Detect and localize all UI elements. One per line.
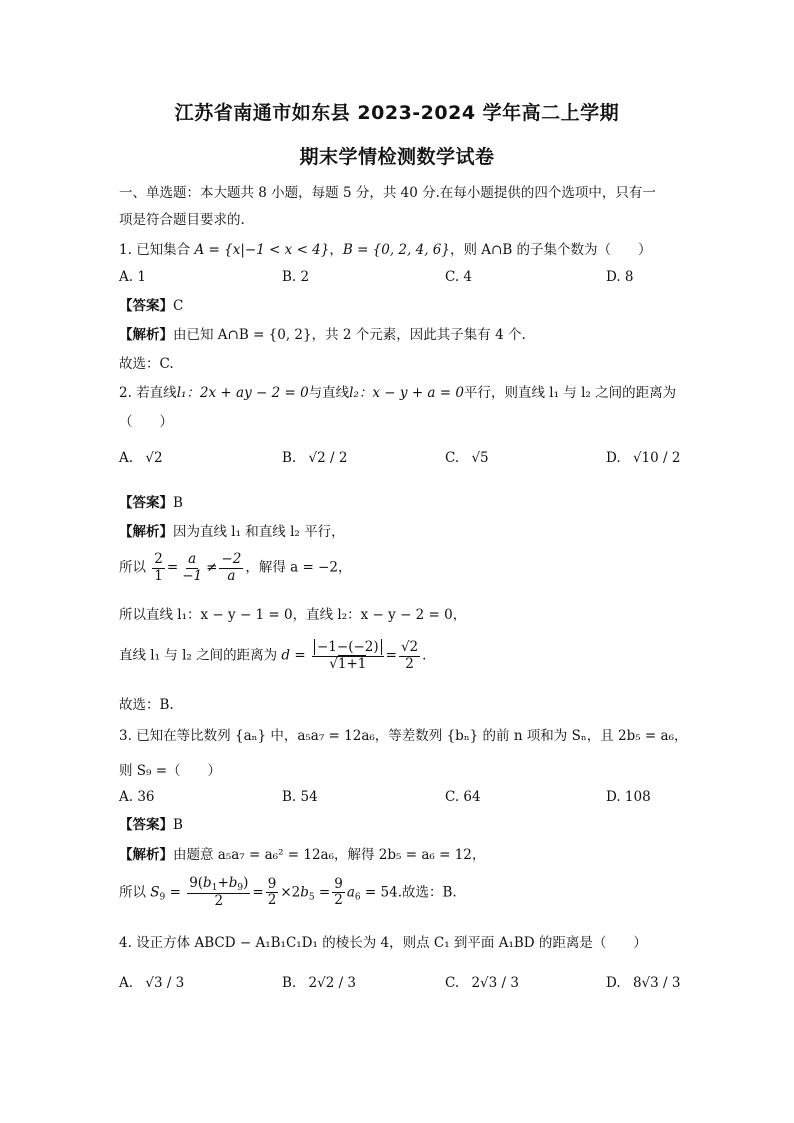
q3-option-d: D. 108 (606, 789, 651, 805)
question-text-after: 平行，则直线 l₁ 与 l₂ 之间的距离为 (463, 385, 677, 401)
separator: ， (329, 242, 343, 258)
q2-option-d (606, 450, 680, 466)
question-number: 3. (119, 728, 132, 744)
set-b-expression: B = {0, 2, 4, 6} (342, 242, 450, 258)
q2-option-b (282, 450, 347, 466)
q2-paren: （ ） (119, 414, 173, 430)
distance-result: $\frac{√2}{2}$ (400, 639, 419, 672)
option-value: √2 (145, 450, 163, 466)
line-l2-name: l₂： (349, 385, 373, 401)
analysis-suffix: .故选：B. (397, 884, 457, 901)
option-value: 8√3 / 3 (632, 975, 681, 991)
sum-fraction-3: $\frac{9}{2}$ (334, 875, 343, 909)
line-l1-equation: 2x + ay − 2 = 0 (199, 385, 309, 401)
sum-fraction-2: $\frac{9}{2}$ (267, 875, 277, 909)
distance-fraction: $\frac{-1-(-2)}{√1+1}$ (312, 640, 384, 672)
analysis-text: 由题意 a₅a₇ = a₆² = 12a₆，解得 2b₅ = a₆ = 12， (173, 847, 486, 863)
q4-option-b (282, 975, 356, 991)
document-title-line2: 期末学情检测数学试卷 (299, 146, 495, 168)
option-value: √10 / 2 (632, 450, 681, 466)
q2-analysis-2: 所以 $\frac{2}{1}$ = $\frac{a}{-1}$ ≠ $\frac{-2}{a}$ ，解得 a = −2， (119, 551, 352, 584)
option-value: √2 / 2 (308, 450, 348, 466)
analysis-label: 【解析】 (119, 847, 173, 863)
q2-analysis-3: 所以直线 l₁：x − y − 1 = 0，直线 l₂：x − y − 2 = 0， (119, 607, 467, 623)
choose-value: C. (159, 356, 174, 372)
section-heading-line1: 一、单选题：本大题共 8 小题，每题 5 分，共 40 分.在每小题提供的四个选项中，只有一 (119, 185, 656, 201)
ratio-fraction-1: $\frac{2}{1}$ (154, 551, 163, 584)
ratio-fraction-2: $\frac{a}{-1}$ (182, 551, 203, 584)
q2-analysis-4: 直线 l₁ 与 l₂ 之间的距离为 d = $\frac{-1-(-2)}{√1+1}$ = $\frac{√2}{2}$ . (119, 639, 427, 672)
q3-option-a: A. 36 (119, 789, 155, 805)
question-number: 1. (119, 242, 132, 258)
question-number: 2. (119, 385, 132, 401)
analysis-text: 因为直线 l₁ 和直线 l₂ 平行， (173, 524, 345, 540)
answer-value: B (173, 817, 183, 833)
question-3-stem (119, 724, 687, 744)
analysis-label: 【解析】 (119, 524, 173, 540)
question-2-stem (119, 381, 676, 401)
question-3-stem-2: 则 S₉ =（ ） (119, 763, 222, 779)
option-value: 2√2 / 3 (308, 975, 357, 991)
answer-label: 【答案】 (119, 495, 173, 511)
option-value: √5 (471, 450, 489, 466)
option-letter: C. (445, 975, 460, 991)
option-letter: A. (119, 450, 134, 466)
answer-label: 【答案】 (119, 817, 173, 833)
q4-option-d (606, 975, 680, 991)
q4-option-c (445, 975, 519, 991)
choose-label: 故选： (119, 697, 160, 713)
answer-value: C (173, 298, 184, 314)
sum-fraction: $\frac{9(b_1+b_9)}{2}$ (189, 875, 249, 910)
option-letter: B. (282, 975, 297, 991)
q1-answer (119, 294, 183, 314)
option-value: 2√3 / 3 (471, 975, 519, 991)
option-letter: A. (119, 975, 134, 991)
question-text-suffix: ，则 A∩B 的子集个数为（ ） (449, 242, 652, 258)
q3-option-c: C. 64 (445, 789, 481, 805)
option-letter: D. (606, 450, 621, 466)
analysis-suffix: ，解得 a = −2， (245, 559, 352, 576)
q2-choose (119, 693, 174, 713)
question-number: 4. (119, 935, 132, 951)
choose-value: B. (159, 697, 174, 713)
q1-option-a: A. 1 (119, 269, 146, 285)
q4-option-a (119, 975, 184, 991)
question-text-mid: 与直线 (308, 385, 350, 401)
q1-choose (119, 352, 174, 372)
analysis-text: 由已知 A∩B = {0, 2}，共 2 个元素，因此其子集有 4 个. (173, 327, 526, 343)
question-4-stem (119, 931, 647, 951)
line-l2-equation: x − y + a = 0 (372, 385, 464, 401)
question-text: 设正方体 ABCD − A₁B₁C₁D₁ 的棱长为 4，则点 C₁ 到平面 A₁BD 的距离是（ ） (136, 935, 647, 951)
set-a-expression: A = {x|−1 < x < 4} (194, 242, 330, 258)
q1-option-c: C. 4 (445, 269, 473, 285)
question-1-stem (119, 238, 652, 258)
option-letter: C. (445, 450, 460, 466)
analysis-label: 【解析】 (119, 327, 173, 343)
question-text: 已知在等比数列 {aₙ} 中，a₅a₇ = 12a₆，等差数列 {bₙ} 的前 n 项和为 Sₙ，且 2b₅ = a₆， (136, 728, 688, 744)
answer-label: 【答案】 (119, 298, 173, 314)
q3-analysis-2: 所以 $S_9$ = $\frac{9(b_1+b_9)}{2}$ = $\frac{9}{2}$ $\times 2b_5$ = $\frac{9}{2}$ $a_6 = 54$.故选：B. (119, 875, 457, 910)
analysis-prefix: 直线 l₁ 与 l₂ 之间的距离为 (119, 647, 278, 664)
q3-answer (119, 813, 183, 833)
q1-analysis (119, 323, 526, 343)
q2-answer (119, 491, 183, 511)
option-letter: B. (282, 450, 297, 466)
ratio-fraction-3: $\frac{-2}{a}$ (221, 551, 242, 584)
option-letter: D. (606, 975, 621, 991)
question-text: 已知集合 (136, 242, 191, 258)
q1-option-d: D. 8 (606, 269, 634, 285)
analysis-prefix: 所以 (119, 559, 146, 576)
question-text: 若直线 (136, 385, 177, 401)
document-title-line1: 江苏省南通市如东县 2023-2024 学年高二上学期 (174, 102, 620, 124)
analysis-prefix: 所以 (119, 884, 146, 901)
q2-option-a (119, 450, 163, 466)
q2-analysis-1 (119, 520, 345, 540)
q1-option-b: B. 2 (282, 269, 310, 285)
line-l1-name: l₁： (176, 385, 200, 401)
answer-value: B (173, 495, 183, 511)
option-value: √3 / 3 (145, 975, 185, 991)
q2-option-c (445, 450, 489, 466)
q3-option-b: B. 54 (282, 789, 318, 805)
section-heading-line2: 项是符合题目要求的. (119, 212, 245, 228)
choose-label: 故选： (119, 356, 160, 372)
q3-analysis-1 (119, 843, 485, 863)
